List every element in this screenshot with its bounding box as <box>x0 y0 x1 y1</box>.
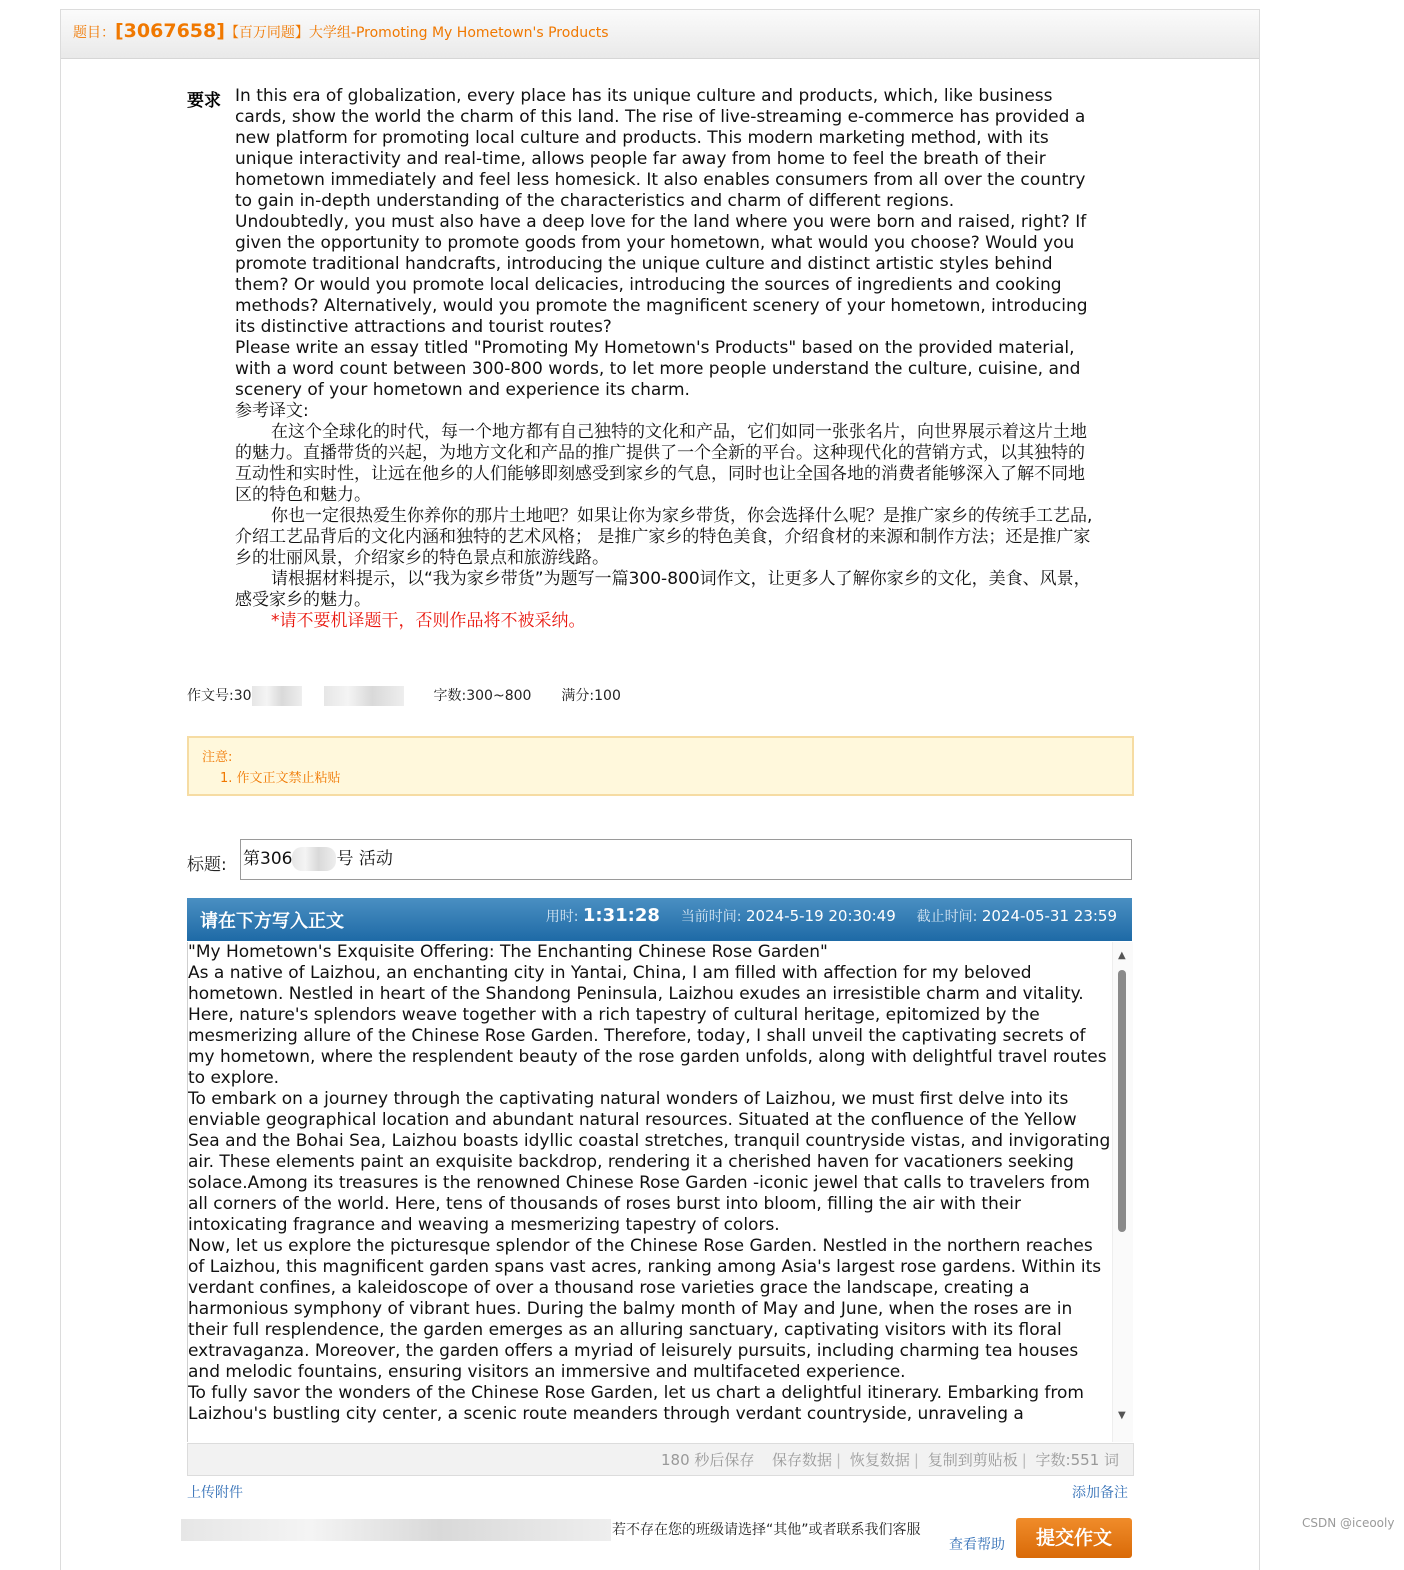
notice-title: 注意: <box>202 750 233 765</box>
essay-scrollbar[interactable] <box>1112 942 1133 1442</box>
essay-paragraph: To embark on a journey through the captivating natural wonders of Laizhou, we must first delve into its enviable geographical location and abundant natural resources. Situated at the confluence of the Yellow Sea and the Bohai Sea, Laizhou boasts idyllic coastal stretches, tranquil countryside vistas, and invigorating air. These elements paint an exquisite backdrop, rendering it a cherished haven for vacationers seeking solace.Among its treasures is the renowned Chinese Rose Garden -iconic jewel that calls to travelers from all corners of the world. Here, tens of thousands of roses burst into bloom, filling the air with their intoxicating fragrance and weaving a mesmerizing tapestry of colors. <box>188 1089 1111 1235</box>
autosave-countdown: 180 秒后保存 <box>661 1451 755 1469</box>
current-time: 2024-5-19 20:30:49 <box>745 907 896 925</box>
scroll-thumb[interactable] <box>1118 970 1126 1232</box>
essay-paragraph: To fully savor the wonders of the Chinese Rose Garden, let us chart a delightful itinerary. Embarking from Laizhou's bustling city center, a scenic route meanders through verdant countryside, unraveling a <box>188 1383 1084 1424</box>
watermark: CSDN @iceooly <box>1302 1516 1395 1530</box>
view-link[interactable]: 查看帮助 <box>949 1537 1005 1553</box>
class-hint: 若不存在您的班级请选择“其他”或者联系我们客服 <box>612 1522 921 1538</box>
redacted-block <box>181 1519 611 1541</box>
submit-essay-button[interactable]: 提交作文 <box>1016 1518 1132 1558</box>
essay-paragraph: As a native of Laizhou, an enchanting city in Yantai, China, I am filled with affection for my beloved hometown. Nestled in heart of the Shandong Peninsula, Laizhou exudes an irresistible charm and vitality. Here, nature's splendors weave together with a rich tapestry of cultural heritage, epitomized by the mesmerizing allure of the Chinese Rose Garden. Therefore, today, I shall unveil the captivating secrets of my hometown, where the resplendent beauty of the rose garden unfolds, along with delightful travel routes to explore. <box>188 963 1107 1088</box>
main-panel <box>60 9 1260 1570</box>
redacted-block <box>252 686 302 706</box>
elapsed-label: 用时: <box>545 909 579 925</box>
title-value-prefix: 第306 <box>243 849 293 869</box>
topic-header <box>61 10 1259 59</box>
essay-paragraph: Now, let us explore the picturesque splendor of the Chinese Rose Garden. Nestled in the northern reaches of Laizhou, this magnificent garden spans vast acres, ranking among Asia's largest rose gardens. Within its verdant confines, a kaleidoscope of over a thousand rose varieties grace the landscape, creating a harmonious symphony of vibrant hues. During the balmy month of May and June, when the roses are in their full resplendence, the garden emerges as an alluring sanctuary, captivating visitors with its floral extravaganza. Moreover, the garden offers a myriad of leisurely pursuits, including charming tea houses and melodic fountains, ensuring visitors an immersive and multifaceted experience. <box>188 1236 1102 1382</box>
scroll-up-icon[interactable]: ▲ <box>1118 950 1126 961</box>
requirement-paragraph: Undoubtedly, you must also have a deep love for the land where you were born and raised, right? If given the opportunity to promote goods from your hometown, what would you choose? Would you promote traditional handcrafts, introducing the unique culture and distinct artistic styles behind them? Or would you promote local delicacies, introducing the sources of ingredients and cooking methods? Alternatively, would you promote the magnificent scenery of your hometown, introducing its distinctive attractions and tourist routes? <box>235 212 1088 337</box>
requirements-body <box>235 86 1097 632</box>
requirement-paragraph: In this era of globalization, every place has its unique culture and products, which, like business cards, show the world the charm of this land. The rise of live-streaming e-commerce has provided a new platform for promoting local culture and products. This modern marketing method, with its unique interactivity and real-time, allows people far away from home to feel the breath of their hometown immediately and feel less homesick. It also enables consumers from all over the country to gain in-depth understanding of the characteristics and charm of different regions. <box>235 86 1086 211</box>
redacted-block <box>324 686 404 706</box>
notice-item: 1. 作文正文禁止粘贴 <box>220 771 341 786</box>
title-input[interactable] <box>240 839 1132 880</box>
editor-label: 请在下方写入正文 <box>200 911 344 932</box>
current-time-label: 当前时间: <box>680 909 742 925</box>
upload-attachment-link[interactable]: 上传附件 <box>187 1485 243 1501</box>
restore-data-button[interactable]: 恢复数据 <box>849 1451 910 1469</box>
editor-footer: 180 秒后保存 保存数据 | 恢复数据 | 复制到剪贴板 | 字数:551 词 <box>187 1443 1134 1476</box>
warning-text: *请不要机译题干，否则作品将不被采纳。 <box>271 611 586 631</box>
editor-stats <box>546 905 1117 926</box>
copy-clipboard-button[interactable]: 复制到剪贴板 <box>927 1451 1018 1469</box>
save-data-button[interactable]: 保存数据 <box>771 1451 832 1469</box>
requirement-paragraph: Please write an essay titled "Promoting My Hometown's Products" based on the provided material, with a word count between 300-800 words, to let more people understand the culture, cuisine, and scenery of your hometown and experience its charm. <box>235 338 1081 400</box>
essay-paragraph: "My Hometown's Exquisite Offering: The Enchanting Chinese Rose Garden" <box>188 942 828 962</box>
deadline-time: 2024-05-31 23:59 <box>981 907 1117 925</box>
scroll-down-icon[interactable]: ▼ <box>1118 1410 1126 1421</box>
translation-paragraph: 在这个全球化的时代，每一个地方都有自己独特的文化和产品，它们如同一张张名片，向世界展示着这片土地的魅力。直播带货的兴起，为地方文化和产品的推广提供了一个全新的平台。这种现代化的营销方式，以其独特的互动性和实时性，让远在他乡的人们能够即刻感受到家乡的气息，同时也让全国各地的消费者能够深入了解不同地区的特色和魅力。 <box>235 422 1087 505</box>
redacted-block <box>292 847 336 871</box>
essay-meta <box>187 685 621 706</box>
full-score: 满分:100 <box>561 688 621 704</box>
word-count: 字数:551 词 <box>1035 1451 1119 1469</box>
topic-title <box>73 20 609 42</box>
requirements-label: 要求 <box>187 91 221 111</box>
notice-box <box>187 736 1134 796</box>
title-value-suffix: 号 活动 <box>336 849 393 869</box>
word-count-requirement: 字数:300~800 <box>433 688 532 704</box>
topic-prefix: 题目： <box>73 25 115 41</box>
reference-translation-label: 参考译文: <box>235 401 309 421</box>
elapsed-time: 1:31:28 <box>582 905 660 926</box>
editor-header <box>187 898 1132 941</box>
title-label: 标题: <box>187 855 227 875</box>
translation-paragraph: 请根据材料提示，以“我为家乡带货”为题写一篇300-800词作文，让更多人了解你家乡的文化，美食、风景，感受家乡的魅力。 <box>235 569 1091 610</box>
essay-number: 作文号:30 <box>187 688 252 704</box>
add-note-link[interactable]: 添加备注 <box>1072 1485 1128 1501</box>
topic-id: [3067658] <box>115 20 225 42</box>
essay-textarea[interactable] <box>187 942 1112 1442</box>
deadline-label: 截止时间: <box>916 909 978 925</box>
topic-name: 【百万同题】大学组-Promoting My Hometown's Products <box>224 25 609 41</box>
redacted-class-select[interactable] <box>181 1519 611 1541</box>
translation-paragraph: 你也一定很热爱生你养你的那片土地吧？如果让你为家乡带货，你会选择什么呢？是推广家乡的传统手工艺品,介绍工艺品背后的文化内涵和独特的艺术风格； 是推广家乡的特色美食，介绍食材的来源和制作方法；还是推广家乡的壮丽风景，介绍家乡的特色景点和旅游线路。 <box>235 506 1093 568</box>
